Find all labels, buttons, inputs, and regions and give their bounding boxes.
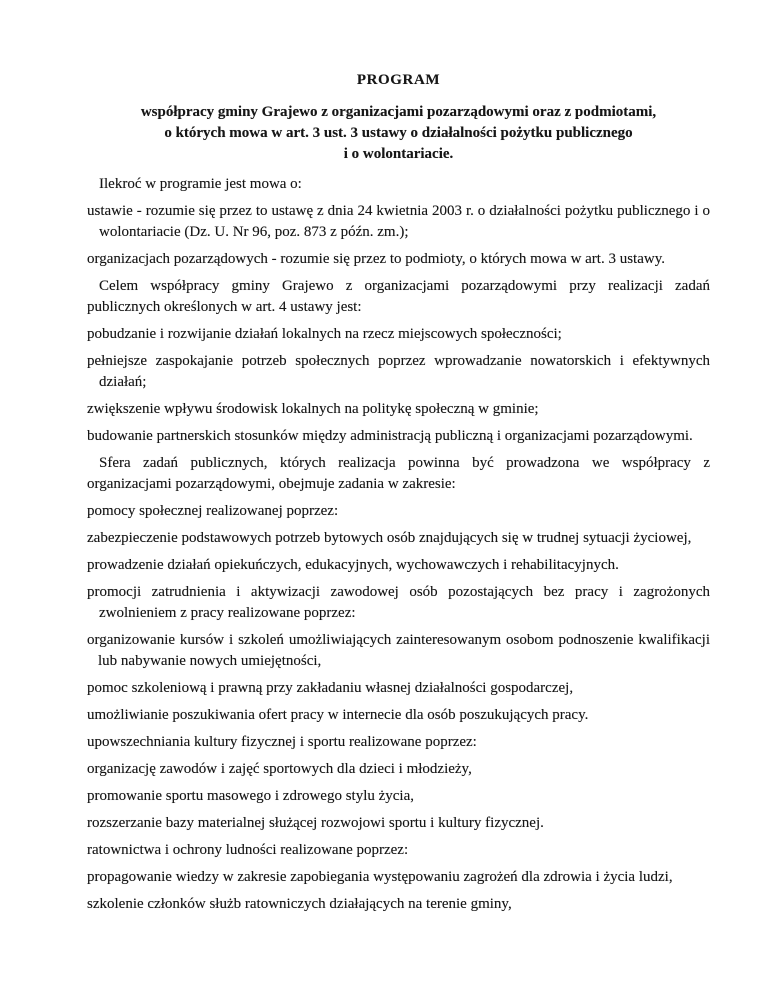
list-item: ustawie - rozumie się przez to ustawę z dnia 24 kwietnia 2003 r. o działalności pożytku publicznego i o wolontariacie (Dz. U. Nr 96, poz. 873 z późn. zm.); — [87, 203, 710, 240]
sub-item: szkolenie członków służb ratowniczych działających na terenie gminy, — [87, 896, 512, 912]
sub-item: zabezpieczenie podstawowych potrzeb bytowych osób znajdujących się w trudnej sytuacji życiowej, — [87, 530, 692, 546]
document-subtitle — [87, 102, 710, 165]
sub-item: propagowanie wiedzy w zakresie zapobiegania występowaniu zagrożeń dla zdrowia i życia ludzi, — [87, 869, 673, 885]
sub-item: umożliwianie poszukiwania ofert pracy w internecie dla osób poszukujących pracy. — [87, 707, 589, 723]
list-item: upowszechniania kultury fizycznej i sportu realizowane poprzez: — [87, 734, 477, 750]
subtitle-line: o których mowa w art. 3 ust. 3 ustawy o działalności pożytku publicznego — [164, 125, 633, 141]
list-item: ratownictwa i ochrony ludności realizowane poprzez: — [87, 842, 409, 858]
list-item: promocji zatrudnienia i aktywizacji zawodowej osób pozostających bez pracy i zagrożonych zwolnieniem z pracy realizowane poprzez: — [87, 584, 710, 621]
list-item: pomocy społecznej realizowanej poprzez: — [87, 503, 339, 519]
list-item: pełniejsze zaspokajanie potrzeb społecznych poprzez wprowadzanie nowatorskich i efektywnych działań; — [87, 353, 710, 390]
sub-item: promowanie sportu masowego i zdrowego stylu życia, — [87, 788, 415, 804]
sub-item: organizację zawodów i zajęć sportowych dla dzieci i młodzieży, — [87, 761, 472, 777]
sub-item: rozszerzanie bazy materialnej służącej rozwojowi sportu i kultury fizycznej. — [87, 815, 544, 831]
list-item: pobudzanie i rozwijanie działań lokalnych na rzecz miejscowych społeczności; — [87, 326, 562, 342]
paragraph: Sfera zadań publicznych, których realizacja powinna być prowadzona we współpracy z organizacjami pozarządowymi, obejmuje zadania w zakresie: — [87, 455, 710, 492]
document-body — [87, 174, 710, 915]
subtitle-line: i o wolontariacie. — [343, 146, 454, 162]
text-column — [87, 70, 710, 915]
list-item: organizacjach pozarządowych - rozumie się przez to podmioty, o których mowa w art. 3 ustawy. — [87, 251, 665, 267]
sub-item: organizowanie kursów i szkoleń umożliwiających zainteresowanym osobom podnoszenie kwalifikacji lub nabywanie nowych umiejętności, — [87, 632, 710, 669]
paragraph: Ilekroć w programie jest mowa o: — [99, 176, 302, 192]
sub-item: pomoc szkoleniową i prawną przy zakładaniu własnej działalności gospodarczej, — [87, 680, 574, 696]
subtitle-line: współpracy gminy Grajewo z organizacjami pozarządowymi oraz z podmiotami, — [140, 104, 657, 120]
paragraph: Celem współpracy gminy Grajewo z organizacjami pozarządowymi przy realizacji zadań publicznych określonych w art. 4 ustawy jest: — [87, 278, 710, 315]
list-item: zwiększenie wpływu środowisk lokalnych na politykę społeczną w gminie; — [87, 401, 539, 417]
page-title: PROGRAM — [356, 72, 441, 88]
sub-item: prowadzenie działań opiekuńczych, edukacyjnych, wychowawczych i rehabilitacyjnych. — [87, 557, 619, 573]
list-item: budowanie partnerskich stosunków między administracją publiczną i organizacjami pozarządowymi. — [87, 428, 693, 444]
